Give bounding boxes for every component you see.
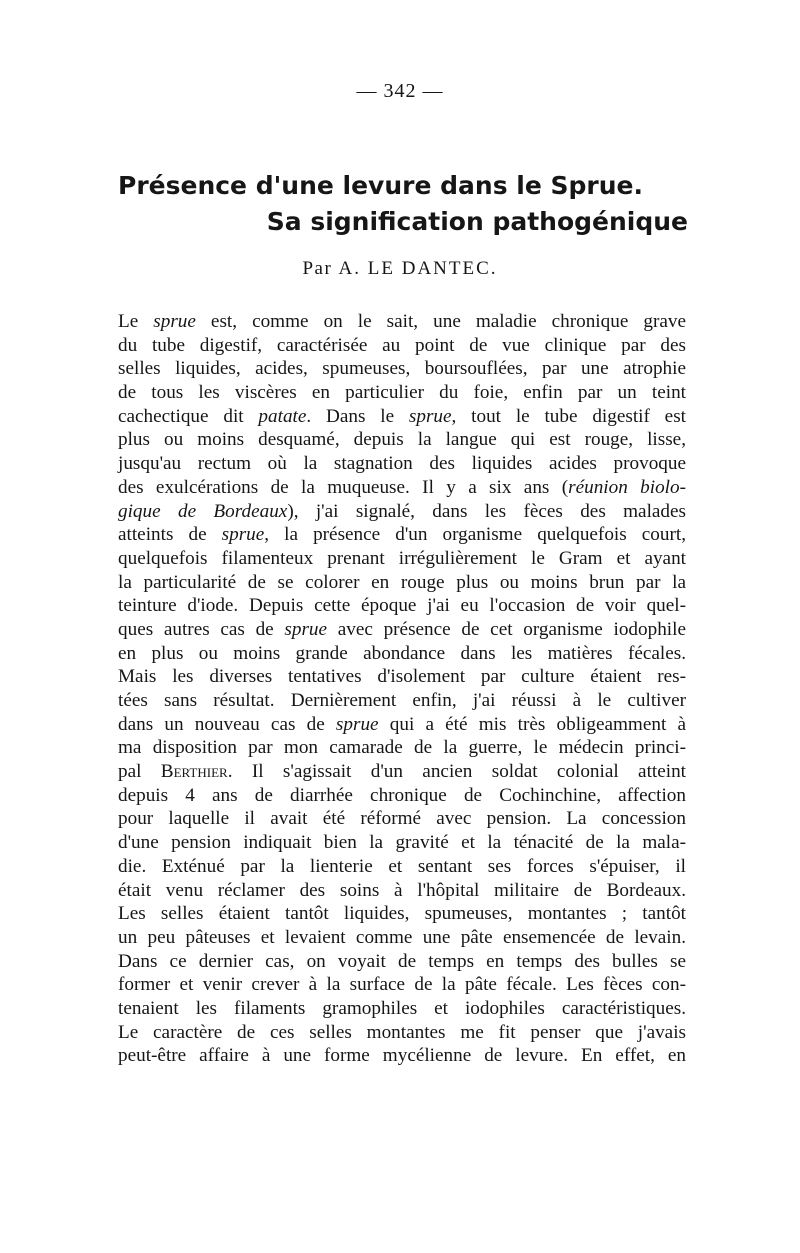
body-line: cachectique dit patate. Dans le sprue, tout le tube digestif est: [118, 405, 686, 427]
body-line: pour laquelle il avait été réformé avec pension. La concession: [118, 808, 686, 830]
body-line: teinture d'iode. Depuis cette époque j'ai eu l'occasion de voir quel-: [118, 595, 686, 617]
article-body: [118, 310, 686, 1068]
body-line: plus ou moins desquamé, depuis la langue qui est rouge, lisse,: [118, 429, 686, 451]
body-line: tées sans résultat. Dernièrement enfin, j'ai réussi à le cultiver: [118, 690, 686, 711]
body-line: Dans ce dernier cas, on voyait de temps en temps des bulles se: [118, 950, 686, 972]
body-line: jusqu'au rectum où la stagnation des liquides acides provoque: [118, 453, 686, 475]
body-line: la particularité de se colorer en rouge plus ou moins brun par la: [118, 571, 686, 593]
title-line-1: Présence d'une levure dans le Sprue.: [118, 171, 643, 200]
body-line: peut-être affaire à une forme mycélienne de levure. En effet, en: [118, 1045, 686, 1067]
body-line: Mais les diverses tentatives d'isolement par culture étaient res-: [118, 666, 686, 688]
body-line: un peu pâteuses et levaient comme une pâte ensemencée de levain.: [118, 926, 686, 948]
body-line: était venu réclamer des soins à l'hôpital militaire de Bordeaux.: [118, 879, 686, 901]
body-line: atteints de sprue, la présence d'un organisme quelquefois court,: [118, 524, 686, 546]
body-line: tenaient les filaments gramophiles et iodophiles caractéristiques.: [118, 997, 686, 1019]
body-line: en plus ou moins grande abondance dans les matières fécales.: [118, 642, 686, 664]
author-byline: [0, 258, 800, 280]
author-prefix: Par: [302, 258, 333, 279]
body-line: ques autres cas de sprue avec présence de cet organisme iodophile: [118, 618, 686, 640]
body-line: ma disposition par mon camarade de la guerre, le médecin princi-: [118, 737, 686, 759]
body-line: d'une pension indiquait bien la gravité et la ténacité de la mala-: [118, 832, 686, 854]
body-line: die. Exténué par la lienterie et sentant ses forces s'épuiser, il: [118, 855, 686, 877]
body-line: du tube digestif, caractérisée au point de vue clinique par des: [118, 334, 686, 356]
body-line: de tous les viscères en particulier du foie, enfin par un teint: [118, 382, 686, 404]
body-line: Le sprue est, comme on le sait, une maladie chronique grave: [118, 311, 686, 332]
body-line: depuis 4 ans de diarrhée chronique de Cochinchine, affection: [118, 784, 686, 806]
body-line: des exulcérations de la muqueuse. Il y a six ans (réunion biolo-: [118, 476, 686, 498]
title-line-2: Sa signification pathogénique: [266, 207, 688, 236]
body-line: pal Berthier. Il s'agissait d'un ancien soldat colonial atteint: [118, 761, 686, 783]
body-line: dans un nouveau cas de sprue qui a été mis très obligeamment à: [118, 713, 686, 735]
body-line: Les selles étaient tantôt liquides, spumeuses, montantes ; tantôt: [118, 903, 686, 925]
page-number: — 342 —: [356, 80, 444, 102]
body-line: former et venir crever à la surface de la pâte fécale. Les fèces con-: [118, 974, 686, 996]
body-line: selles liquides, acides, spumeuses, boursouflées, par une atrophie: [118, 358, 686, 380]
body-line: gique de Bordeaux), j'ai signalé, dans les fèces des malades: [118, 500, 686, 522]
body-line: Le caractère de ces selles montantes me fit penser que j'avais: [118, 1021, 686, 1043]
author-name: A. LE DANTEC.: [338, 258, 498, 279]
body-line: quelquefois filamenteux prenant irrégulièrement le Gram et ayant: [118, 547, 686, 569]
article-title: [118, 168, 688, 240]
